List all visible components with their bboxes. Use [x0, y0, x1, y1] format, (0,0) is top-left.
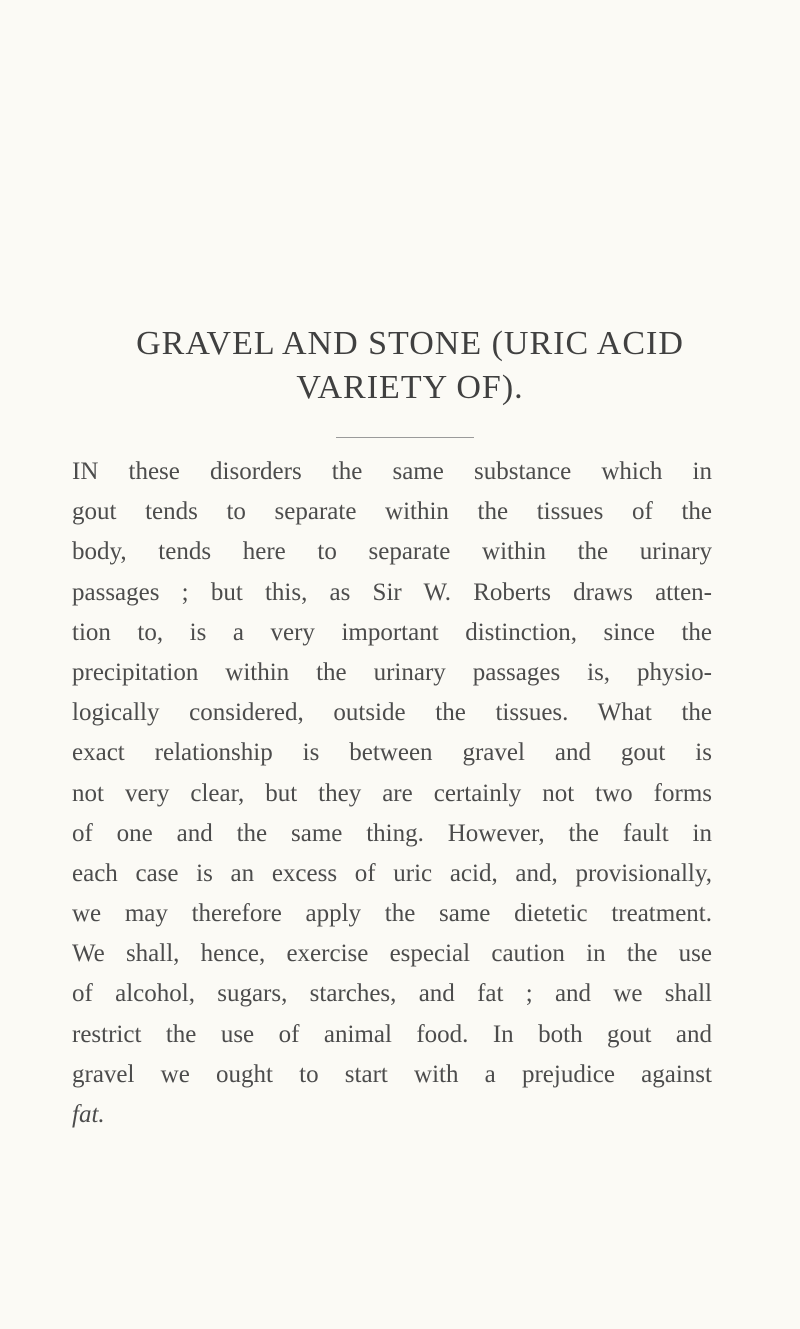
paragraph-line-9: not very clear, but they are certainly not two forms — [72, 779, 712, 807]
paragraph-line-2: gout tends to separate within the tissues of the — [72, 498, 712, 526]
body-paragraph — [72, 452, 712, 1135]
paragraph-line-6: precipitation within the urinary passages is, physio- — [72, 658, 712, 686]
paragraph-line-13: We shall, hence, exercise especial caution in the use — [72, 940, 712, 968]
paragraph-line-14: of alcohol, sugars, starches, and fat ; and we shall — [72, 980, 712, 1008]
paragraph-line-15: restrict the use of animal food. In both gout and — [72, 1020, 712, 1048]
paragraph-line-5: tion to, is a very important distinction, since the — [72, 618, 712, 646]
chapter-heading — [60, 322, 760, 410]
paragraph-line-17: fat. — [72, 1101, 105, 1128]
paragraph-line-3: body, tends here to separate within the urinary — [72, 538, 712, 566]
heading-line-2: VARIETY OF). — [296, 369, 524, 406]
paragraph-line-11: each case is an excess of uric acid, and, provisionally, — [72, 859, 712, 887]
paragraph-line-10: of one and the same thing. However, the fault in — [72, 819, 712, 847]
heading-line-1: GRAVEL AND STONE (URIC ACID — [136, 325, 684, 362]
paragraph-line-1: IN these disorders the same substance which in — [72, 458, 712, 485]
paragraph-line-7: logically considered, outside the tissues. What the — [72, 699, 712, 727]
paragraph-line-12: we may therefore apply the same dietetic treatment. — [72, 900, 712, 928]
heading-divider — [336, 437, 474, 438]
paragraph-line-4: passages ; but this, as Sir W. Roberts draws atten- — [72, 578, 712, 606]
paragraph-line-8: exact relationship is between gravel and gout is — [72, 739, 712, 767]
paragraph-line-16: gravel we ought to start with a prejudice against — [72, 1060, 712, 1088]
